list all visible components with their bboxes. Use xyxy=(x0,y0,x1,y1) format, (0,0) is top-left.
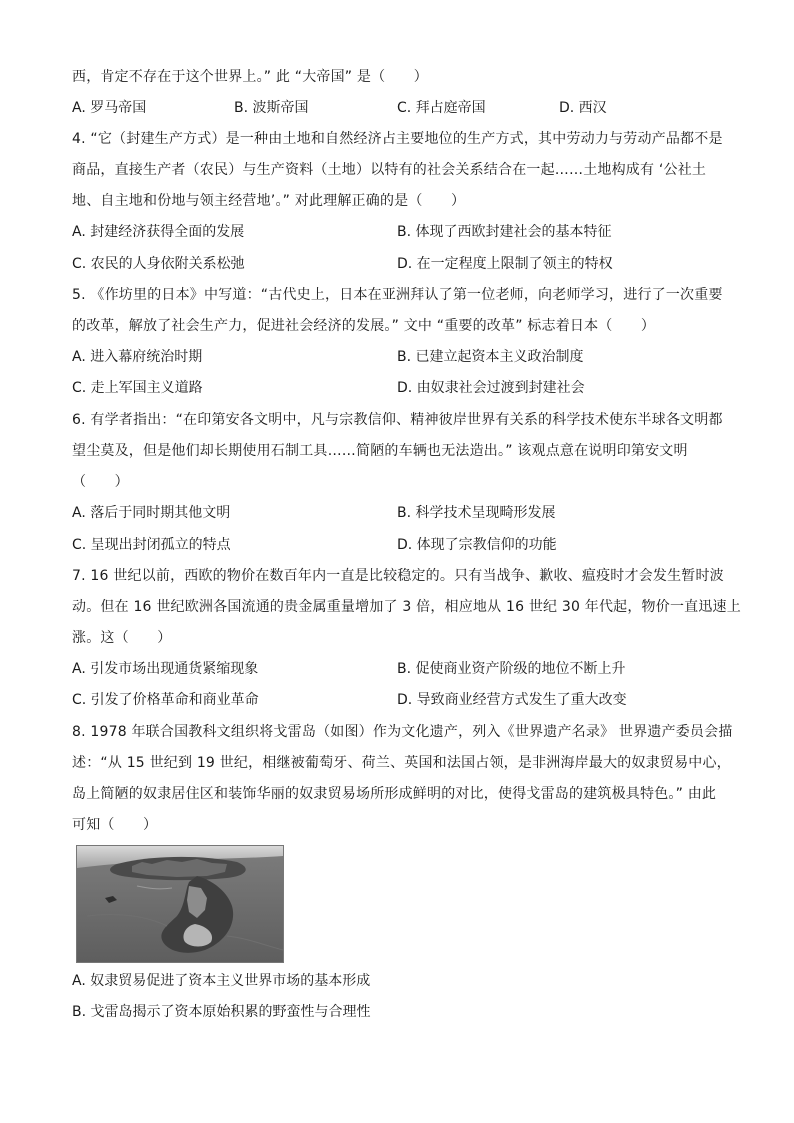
q4-stem-line-1: 4. “它（封建生产方式）是一种由土地和自然经济占主要地位的生产方式，其中劳动力与劳动产品都不是 xyxy=(72,131,723,147)
q4-stem-line-2: 商品，直接生产者（农民）与生产资料（土地）以特有的社会关系结合在一起……土地构成有 ‘公社土 xyxy=(72,162,707,178)
q5-option-d: D. 由奴隶社会过渡到封建社会 xyxy=(397,380,585,396)
q7-stem-line-2: 动。但在 16 世纪欧洲各国流通的贵金属重量增加了 3 倍，相应地从 16 世纪 30 年代起，物价一直迅速上 xyxy=(72,599,741,615)
q4-option-c: C. 农民的人身依附关系松弛 xyxy=(72,256,245,272)
q8-stem-line-4: 可知（ ） xyxy=(72,817,158,833)
q6-stem-line-3: （ ） xyxy=(72,474,129,490)
q3-stem-line: 西，肯定不存在于这个世界上。” 此 “大帝国” 是（ ） xyxy=(72,69,428,85)
q8-stem-line-1: 8. 1978 年联合国教科文组织将戈雷岛（如图）作为文化遗产，列入《世界遗产名录》 世界遗产委员会描 xyxy=(72,724,733,740)
q6-option-b: B. 科学技术呈现畸形发展 xyxy=(397,505,556,521)
q6-stem-line-2: 望尘莫及，但是他们却长期使用石制工具……简陋的车辆也无法造出。” 该观点意在说明印第安文明 xyxy=(72,443,688,459)
q7-option-c: C. 引发了价格革命和商业革命 xyxy=(72,692,259,708)
q3-option-a: A. 罗马帝国 xyxy=(72,100,147,116)
q7-stem-line-3: 涨。这（ ） xyxy=(72,630,172,646)
q4-stem-line-3: 地、自主地和份地与领主经营地’。” 对此理解正确的是（ ） xyxy=(72,193,466,209)
q7-stem-line-1: 7. 16 世纪以前，西欧的物价在数百年内一直是比较稳定的。只有当战争、歉收、瘟疫时才会发生暂时波 xyxy=(72,568,724,584)
q5-option-a: A. 进入幕府统治时期 xyxy=(72,349,203,365)
goree-island-photo xyxy=(76,845,284,963)
island-aerial-image xyxy=(77,846,283,962)
q8-option-a: A. 奴隶贸易促进了资本主义世界市场的基本形成 xyxy=(72,973,371,989)
q6-option-d: D. 体现了宗教信仰的功能 xyxy=(397,537,557,553)
q7-option-d: D. 导致商业经营方式发生了重大改变 xyxy=(397,692,627,708)
q4-option-d: D. 在一定程度上限制了领主的特权 xyxy=(397,256,613,272)
q4-option-b: B. 体现了西欧封建社会的基本特征 xyxy=(397,224,612,240)
q5-option-c: C. 走上军国主义道路 xyxy=(72,380,203,396)
q7-option-b: B. 促使商业资产阶级的地位不断上升 xyxy=(397,661,626,677)
q3-option-b: B. 波斯帝国 xyxy=(234,100,309,116)
q3-option-c: C. 拜占庭帝国 xyxy=(397,100,486,116)
q5-stem-line-1: 5. 《作坊里的日本》中写道：“古代史上，日本在亚洲拜认了第一位老师，向老师学习，进行了一次重要 xyxy=(72,287,723,303)
q8-option-b: B. 戈雷岛揭示了资本原始积累的野蛮性与合理性 xyxy=(72,1004,371,1020)
q8-stem-line-2: 述：“从 15 世纪到 19 世纪，相继被葡萄牙、荷兰、英国和法国占领，是非洲海岸最大的奴隶贸易中心， xyxy=(72,755,731,771)
q3-option-d: D. 西汉 xyxy=(559,100,607,116)
q7-option-a: A. 引发市场出现通货紧缩现象 xyxy=(72,661,259,677)
q6-option-a: A. 落后于同时期其他文明 xyxy=(72,505,231,521)
q6-stem-line-1: 6. 有学者指出：“在印第安各文明中，凡与宗教信仰、精神彼岸世界有关系的科学技术使东半球各文明都 xyxy=(72,412,723,428)
q8-stem-line-3: 岛上简陋的奴隶居住区和装饰华丽的奴隶贸易场所形成鲜明的对比，使得戈雷岛的建筑极具特色。” 由此 xyxy=(72,786,717,802)
q5-option-b: B. 已建立起资本主义政治制度 xyxy=(397,349,584,365)
q6-option-c: C. 呈现出封闭孤立的特点 xyxy=(72,537,231,553)
q4-option-a: A. 封建经济获得全面的发展 xyxy=(72,224,245,240)
q5-stem-line-2: 的改革，解放了社会生产力，促进社会经济的发展。” 文中 “重要的改革” 标志着日本（ ） xyxy=(72,318,656,334)
